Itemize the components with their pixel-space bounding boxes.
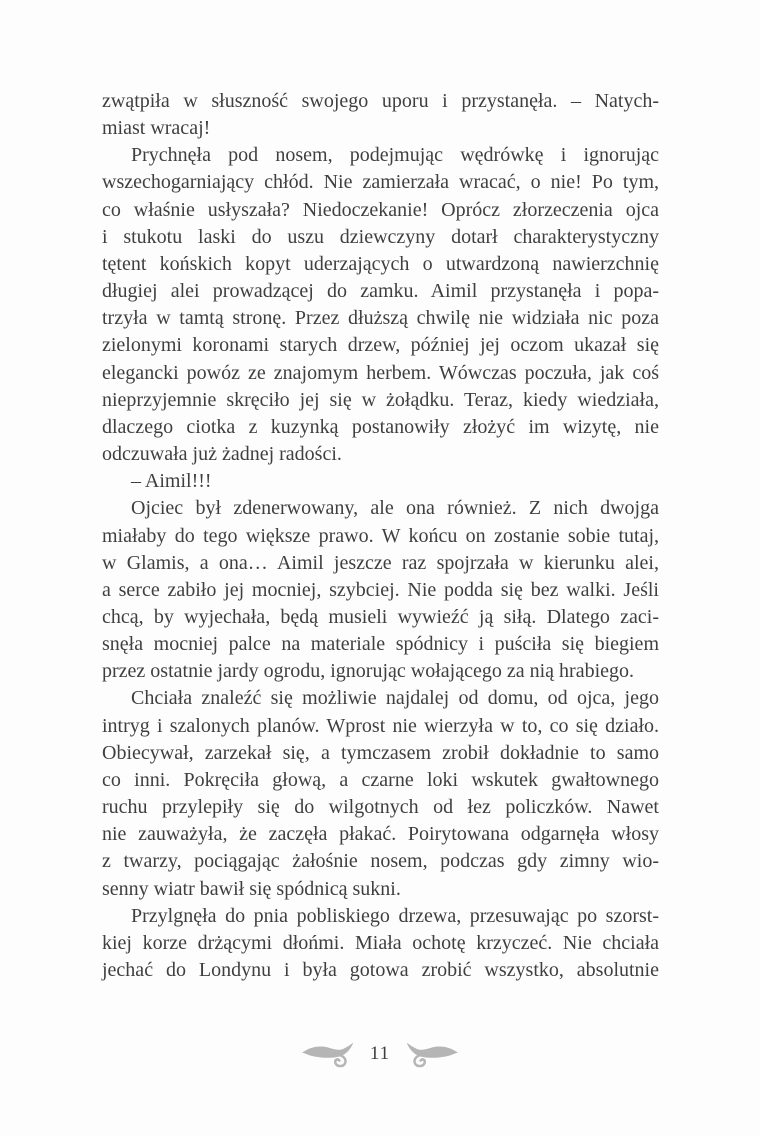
text-line: Prychnęła pod nosem, podejmując wędrówkę i ignorując — [131, 144, 659, 167]
text-line: senny wiatr bawił się spódnicą sukni. — [102, 877, 401, 900]
text-line: co właśnie usłyszała? Niedoczekanie! Oprócz złorzeczenia ojca — [102, 198, 659, 221]
text-line: intryg i szalonych planów. Wprost nie wierzyła w to, co się działo. — [102, 714, 659, 737]
text-line: Ojciec był zdenerwowany, ale ona również. Z nich dwojga — [131, 497, 659, 520]
page-number: 11 — [369, 1043, 391, 1064]
text-line: nie zauważyła, że zaczęła płakać. Poirytowana odgarnęła włosy — [102, 823, 659, 846]
page-footer — [0, 1034, 760, 1074]
text-line: zielonymi koronami starych drzew, później jej oczom ukazał się — [102, 334, 659, 357]
text-line: i stukotu laski do uszu dziewczyny dotarł charakterystyczny — [102, 225, 659, 248]
flourish-left-icon — [301, 1040, 355, 1068]
text-line: miast wracaj! — [102, 117, 211, 140]
text-line: chcą, by wyjechała, będą musieli wywieźć ją siłą. Dlatego zaci- — [102, 605, 659, 628]
text-block — [102, 88, 659, 984]
text-line: Obiecywał, zarzekał się, a tymczasem zrobił dokładnie to samo — [102, 741, 659, 764]
text-line: nieprzyjemnie skręciło jej się w żołądku. Teraz, kiedy wiedziała, — [102, 388, 659, 411]
text-line: odczuwała już żadnej radości. — [102, 443, 342, 466]
text-line: Chciała znaleźć się możliwie najdalej od domu, od ojca, jego — [131, 687, 659, 710]
text-line: kiej korze drżącymi dłońmi. Miała ochotę krzyczeć. Nie chciała — [102, 931, 659, 954]
text-line: tętent końskich kopyt uderzających o utwardzoną nawierzchnię — [102, 252, 659, 275]
text-line: długiej alei prowadzącej do zamku. Aimil przystanęła i popa- — [102, 280, 659, 303]
text-line: co inni. Pokręciła głową, a czarne loki wskutek gwałtownego — [102, 768, 659, 791]
text-line: miałaby do tego większe prawo. W końcu on zostanie sobie tutaj, — [102, 524, 659, 547]
text-line: elegancki powóz ze znajomym herbem. Wówczas poczuła, jak coś — [102, 361, 659, 384]
text-line: dlaczego ciotka z kuzynką postanowiły złożyć im wizytę, nie — [102, 415, 659, 438]
flourish-right-icon — [405, 1040, 459, 1068]
text-line: jechać do Londynu i była gotowa zrobić wszystko, absolutnie — [102, 959, 659, 981]
text-line: Przylgnęła do pnia pobliskiego drzewa, przesuwając po szorst- — [131, 904, 659, 927]
text-line: trzyła w tamtą stronę. Przez dłuższą chwilę nie widziała nic poza — [102, 307, 659, 330]
text-line: w Glamis, a ona… Aimil jeszcze raz spojrzała w kierunku alei, — [102, 551, 659, 574]
text-line: a serce zabiło jej mocniej, szybciej. Nie podda się bez walki. Jeśli — [102, 578, 659, 601]
text-line: przez ostatnie jardy ogrodu, ignorując wołającego za nią hrabiego. — [102, 660, 635, 683]
text-line: z twarzy, pociągając żałośnie nosem, podczas gdy zimny wio- — [102, 850, 659, 873]
text-line: wszechogarniający chłód. Nie zamierzała wracać, o nie! Po tym, — [102, 171, 659, 194]
text-line: snęła mocniej palce na materiale spódnicy i puściła się biegiem — [102, 633, 659, 656]
text-line: ruchu przylepiły się do wilgotnych od łez policzków. Nawet — [102, 796, 659, 819]
text-line: zwątpiła w słuszność swojego uporu i przystanęła. – Natych- — [102, 90, 659, 112]
text-line: – Aimil!!! — [131, 470, 212, 493]
